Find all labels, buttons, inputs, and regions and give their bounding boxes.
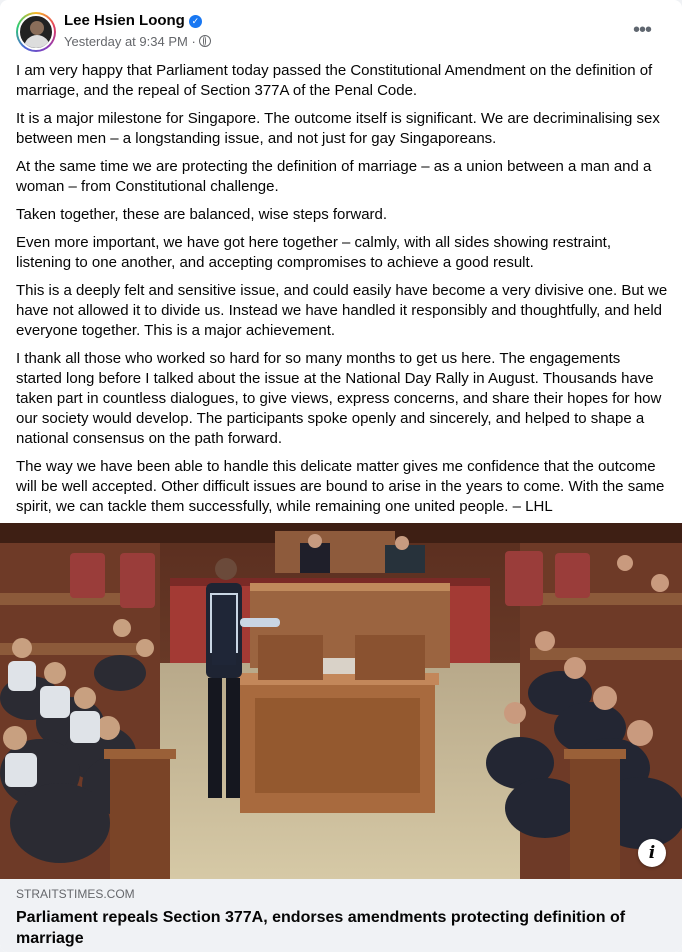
link-domain: STRAITSTIMES.COM [16, 887, 135, 901]
author-avatar[interactable] [16, 12, 56, 52]
post-paragraph: I am very happy that Parliament today passed the Constitutional Amendment on the definition of marriage, and the repeal of Section 377A of the Penal Code. [16, 62, 653, 99]
post-paragraph: I thank all those who worked so hard for so many months to get us here. The engagements started long before I talked about the issue at the National Day Rally in August. Thousands have taken part in countless dialogues, to give views, express concerns, and share their hopes for how our society would develop. The participants spoke openly and sincerely, and helped to shape a national consensus on the path forward. [16, 350, 662, 447]
post-paragraph: It is a major milestone for Singapore. The outcome itself is significant. We are decriminalising sex between men – a longstanding issue, and not just for gay Singaporeans. [16, 110, 660, 147]
parliament-chamber-illustration [0, 523, 682, 879]
post-paragraph: Taken together, these are balanced, wise steps forward. [16, 206, 388, 223]
post-paragraph: This is a deeply felt and sensitive issue, and could easily have become a very divisive one. But we have not allowed it to divide us. Instead we have handled it responsibly and thoughtfully, and held everyone together. This is a major achievement. [16, 282, 668, 339]
post-paragraph: At the same time we are protecting the definition of marriage – as a union between a man and a woman – from Constitutional challenge. [16, 158, 652, 195]
post-body [16, 61, 668, 525]
globe-icon[interactable] [199, 35, 211, 47]
avatar-photo [18, 14, 54, 50]
info-icon[interactable]: i [638, 839, 666, 867]
link-preview[interactable] [0, 879, 682, 952]
post-timestamp[interactable]: Yesterday at 9:34 PM [64, 34, 188, 49]
link-headline[interactable]: Parliament repeals Section 377A, endorses amendments protecting definition of marriage [16, 909, 626, 947]
post-meta [64, 34, 211, 49]
post-header [16, 11, 666, 55]
link-preview-image[interactable] [0, 523, 682, 879]
meta-separator: · [191, 34, 196, 49]
more-options-icon[interactable]: ••• [632, 19, 651, 41]
author-name-row [64, 12, 202, 29]
verified-badge-icon: ✓ [189, 15, 202, 28]
post-paragraph: The way we have been able to handle this delicate matter gives me confidence that the outcome will be well accepted. Other difficult issues are bound to arise in the years to come. With the same spirit, we can tackle them successfully, while remaining one united people. – LHL [16, 458, 665, 515]
author-name[interactable]: Lee Hsien Loong [64, 12, 185, 29]
post-paragraph: Even more important, we have got here together – calmly, with all sides showing restraint, listening to one another, and accepting compromises to achieve a good result. [16, 234, 612, 271]
